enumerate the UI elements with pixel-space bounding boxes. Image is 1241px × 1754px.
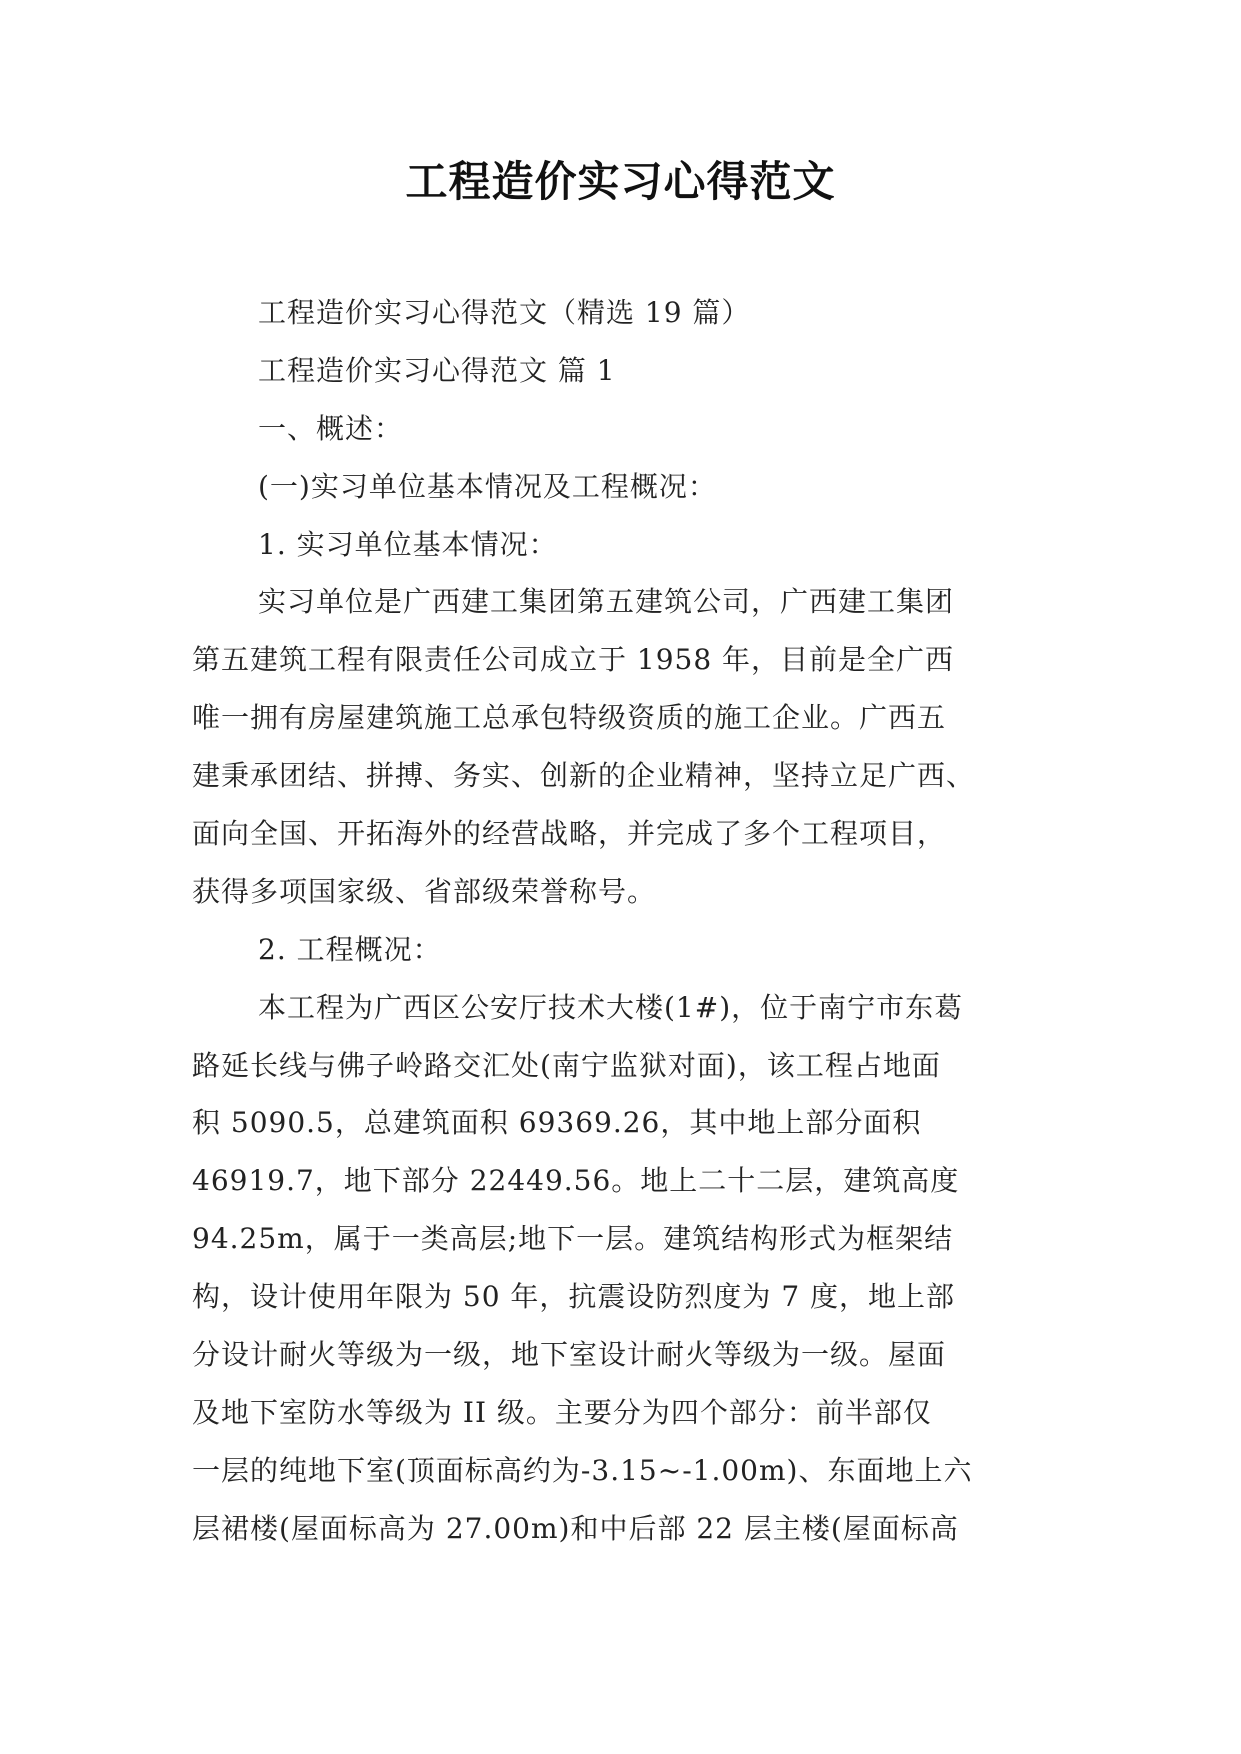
body-line: 工程造价实习心得范文（精选 19 篇） (258, 296, 751, 329)
body-line: 建秉承团结、拼搏、务实、创新的企业精神，坚持立足广西、 (192, 759, 976, 793)
body-line: 获得多项国家级、省部级荣誉称号。 (192, 874, 657, 908)
body-line: 构，设计使用年限为 50 年，抗震设防烈度为 7 度，地上部 (192, 1280, 956, 1314)
body-line: 94.25m，属于一类高层;地下一层。建筑结构形式为框架结 (192, 1222, 954, 1256)
body-line: 第五建筑工程有限责任公司成立于 1958 年，目前是全广西 (192, 643, 955, 677)
body-line: 积 5090.5，总建筑面积 69369.26，其中地上部分面积 (192, 1106, 922, 1140)
body-line: 工程造价实习心得范文 篇 1 (258, 353, 616, 387)
body-line: 层裙楼(屋面标高为 27.00m)和中后部 22 层主楼(屋面标高 (192, 1511, 959, 1545)
body-line: 46919.7，地下部分 22449.56。地上二十二层，建筑高度 (192, 1164, 960, 1198)
body-line: 路延长线与佛子岭路交汇处(南宁监狱对面)，该工程占地面 (192, 1048, 941, 1082)
body-line: 一、概述： (258, 411, 404, 445)
body-line: (一)实习单位基本情况及工程概况： (258, 469, 717, 503)
body-line: 一层的纯地下室(顶面标高约为-3.15~-1.00m)、东面地上六 (192, 1453, 973, 1487)
body-line: 分设计耐火等级为一级，地下室设计耐火等级为一级。屋面 (192, 1338, 947, 1372)
body-line: 及地下室防水等级为 II 级。主要分为四个部分：前半部仅 (192, 1395, 932, 1429)
body-line: 2. 工程概况： (258, 932, 442, 966)
body-line: 实习单位是广西建工集团第五建筑公司，广西建工集团 (258, 585, 955, 619)
body-line: 本工程为广西区公安厅技术大楼(1#)，位于南宁市东葛 (258, 990, 964, 1024)
body-line: 1. 实习单位基本情况： (258, 527, 558, 561)
body-line: 唯一拥有房屋建筑施工总承包特级资质的施工企业。广西五 (192, 701, 947, 735)
body-line: 面向全国、开拓海外的经营战略，并完成了多个工程项目， (192, 817, 947, 851)
document-title: 工程造价实习心得范文 (405, 157, 836, 206)
document-body (192, 284, 1048, 1558)
